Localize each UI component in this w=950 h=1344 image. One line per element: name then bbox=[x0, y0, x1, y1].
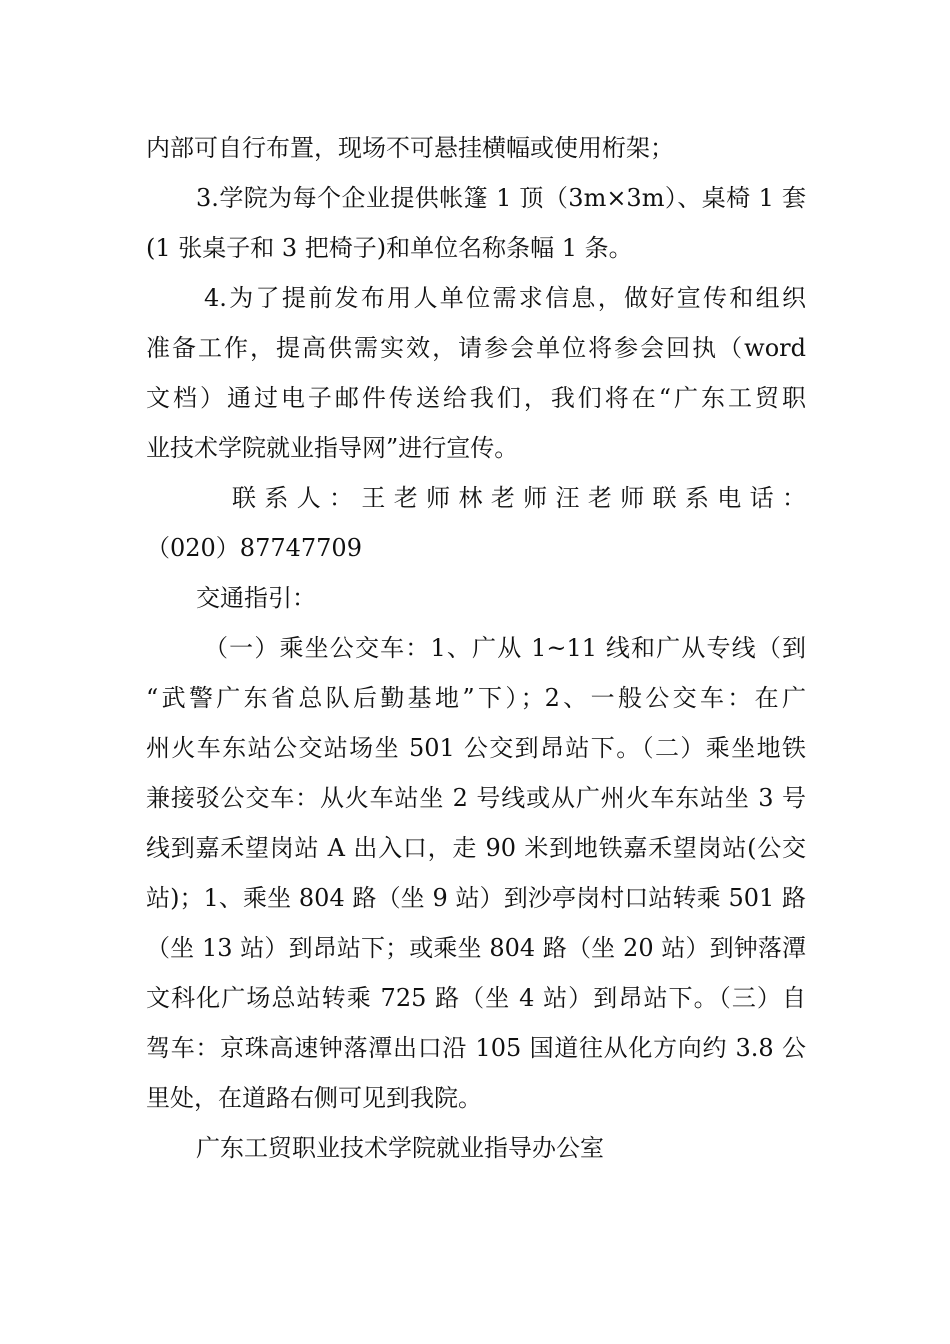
contact-phone: （020）87747709 bbox=[146, 534, 362, 562]
paragraph-line: 线到嘉禾望岗站 A 出入口，走 90 米到地铁嘉禾望岗站(公交 bbox=[146, 834, 806, 862]
paragraph-line: （坐 13 站）到昂站下；或乘坐 804 路（坐 20 站）到钟落潭 bbox=[146, 934, 806, 962]
paragraph-line: 州火车东站公交站场坐 501 公交到昂站下。（二）乘坐地铁 bbox=[146, 734, 806, 762]
paragraph-line: 兼接驳公交车：从火车站坐 2 号线或从广州火车东站坐 3 号 bbox=[146, 784, 806, 812]
paragraph-line: “武警广东省总队后勤基地”下）；2、一般公交车：在广 bbox=[146, 684, 806, 712]
paragraph-line: 里处，在道路右侧可见到我院。 bbox=[146, 1084, 482, 1112]
paragraph-line: 内部可自行布置，现场不可悬挂横幅或使用桁架； bbox=[146, 134, 674, 162]
paragraph-line: 准备工作，提高供需实效，请参会单位将参会回执（word bbox=[146, 334, 806, 362]
paragraph-line: 业技术学院就业指导网”进行宣传。 bbox=[146, 434, 519, 462]
contact-line: 联系人：王老师林老师汪老师联系电话： bbox=[232, 484, 806, 512]
paragraph-line: （一）乘坐公交车：1、广从 1~11 线和广从专线（到 bbox=[204, 634, 806, 662]
paragraph-line: 站)；1、乘坐 804 路（坐 9 站）到沙亭岗村口站转乘 501 路 bbox=[146, 884, 806, 912]
paragraph-line: 驾车：京珠高速钟落潭出口沿 105 国道往从化方向约 3.8 公 bbox=[146, 1034, 806, 1062]
signature-line: 广东工贸职业技术学院就业指导办公室 bbox=[196, 1134, 604, 1162]
paragraph-line: 文档）通过电子邮件传送给我们，我们将在“广东工贸职 bbox=[146, 384, 806, 412]
paragraph-line: 4.为了提前发布用人单位需求信息，做好宣传和组织 bbox=[204, 284, 806, 312]
paragraph-line: 文科化广场总站转乘 725 路（坐 4 站）到昂站下。（三）自 bbox=[146, 984, 806, 1012]
paragraph-line: 3.学院为每个企业提供帐篷 1 顶（3m×3m）、桌椅 1 套 bbox=[196, 184, 806, 212]
section-heading: 交通指引： bbox=[196, 584, 316, 612]
paragraph-line: (1 张桌子和 3 把椅子)和单位名称条幅 1 条。 bbox=[146, 234, 633, 262]
